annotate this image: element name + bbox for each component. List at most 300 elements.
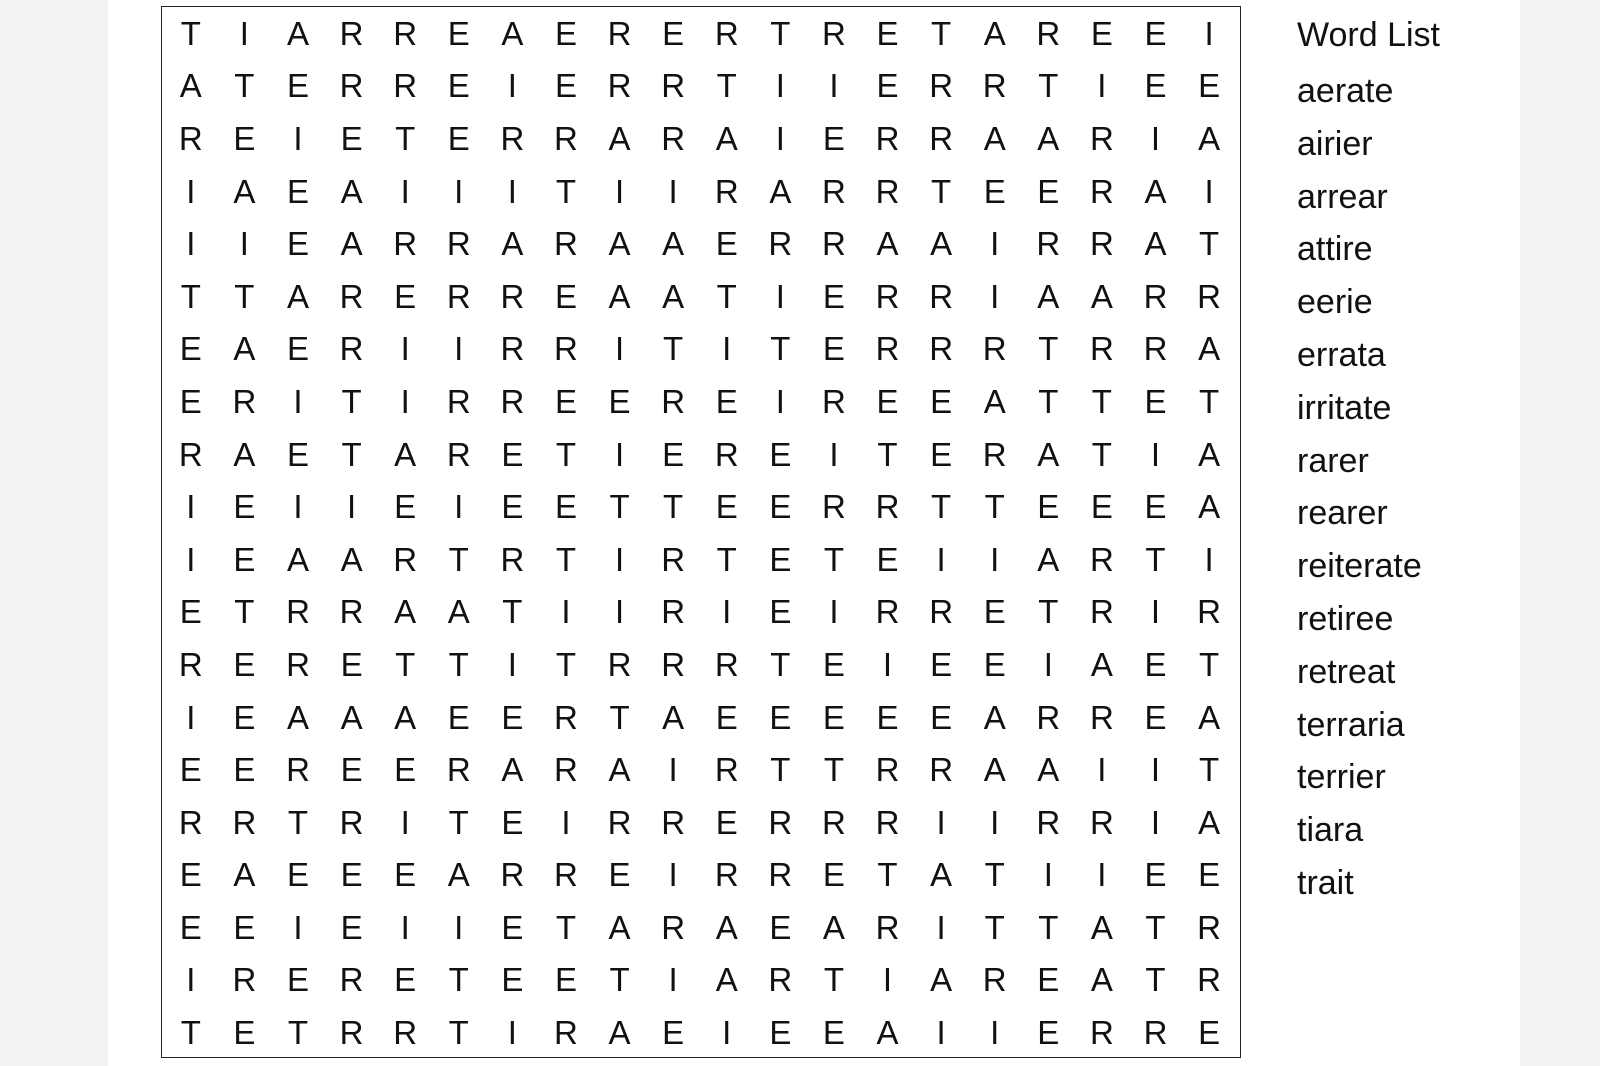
grid-letter[interactable]: E: [233, 119, 256, 157]
grid-letter[interactable]: E: [662, 1014, 685, 1052]
grid-letter[interactable]: R: [178, 119, 203, 157]
grid-letter[interactable]: I: [668, 856, 678, 894]
grid-letter[interactable]: I: [507, 67, 517, 105]
grid-letter[interactable]: I: [293, 488, 303, 526]
grid-letter[interactable]: E: [1198, 856, 1221, 894]
grid-letter[interactable]: A: [608, 119, 631, 157]
grid-letter[interactable]: I: [775, 277, 785, 315]
grid-letter[interactable]: A: [340, 172, 363, 210]
grid-letter[interactable]: T: [984, 856, 1005, 894]
grid-letter[interactable]: A: [340, 225, 363, 263]
grid-letter[interactable]: A: [340, 540, 363, 578]
grid-letter[interactable]: A: [983, 382, 1006, 420]
grid-letter[interactable]: T: [555, 172, 577, 210]
grid-letter[interactable]: R: [1197, 593, 1221, 631]
grid-letter[interactable]: T: [1038, 593, 1059, 631]
grid-letter[interactable]: R: [1197, 961, 1221, 999]
grid-letter[interactable]: A: [769, 172, 792, 210]
grid-letter[interactable]: A: [608, 225, 631, 263]
grid-letter[interactable]: A: [930, 961, 953, 999]
grid-letter[interactable]: T: [770, 330, 791, 368]
grid-letter[interactable]: T: [609, 961, 630, 999]
grid-letter[interactable]: I: [722, 1014, 732, 1052]
grid-letter[interactable]: I: [722, 330, 732, 368]
grid-letter[interactable]: E: [1144, 14, 1167, 52]
grid-letter[interactable]: R: [661, 593, 686, 631]
grid-letter[interactable]: T: [180, 1014, 201, 1052]
grid-letter[interactable]: T: [609, 698, 630, 736]
grid-letter[interactable]: T: [823, 540, 844, 578]
grid-letter[interactable]: R: [929, 330, 954, 368]
grid-letter[interactable]: E: [447, 67, 470, 105]
grid-letter[interactable]: R: [607, 67, 632, 105]
grid-letter[interactable]: I: [1097, 67, 1107, 105]
grid-letter[interactable]: A: [286, 540, 309, 578]
grid-letter[interactable]: A: [983, 119, 1006, 157]
grid-letter[interactable]: R: [1197, 277, 1221, 315]
grid-letter[interactable]: I: [507, 1014, 517, 1052]
grid-letter[interactable]: E: [233, 908, 256, 946]
grid-letter[interactable]: E: [501, 961, 524, 999]
grid-letter[interactable]: R: [1197, 908, 1221, 946]
grid-letter[interactable]: E: [822, 330, 845, 368]
grid-letter[interactable]: I: [186, 540, 196, 578]
grid-letter[interactable]: E: [769, 908, 792, 946]
grid-letter[interactable]: E: [1198, 1014, 1221, 1052]
grid-letter[interactable]: A: [822, 908, 845, 946]
grid-letter[interactable]: I: [775, 119, 785, 157]
grid-letter[interactable]: R: [339, 1014, 364, 1052]
grid-letter[interactable]: I: [829, 435, 839, 473]
grid-letter[interactable]: T: [609, 488, 630, 526]
grid-letter[interactable]: T: [984, 908, 1005, 946]
grid-letter[interactable]: T: [1091, 382, 1112, 420]
grid-letter[interactable]: R: [286, 593, 310, 631]
grid-letter[interactable]: R: [661, 803, 686, 841]
grid-letter[interactable]: R: [768, 961, 793, 999]
grid-letter[interactable]: T: [234, 593, 255, 631]
grid-letter[interactable]: E: [1037, 488, 1060, 526]
grid-letter[interactable]: I: [239, 14, 249, 52]
grid-letter[interactable]: E: [769, 593, 792, 631]
grid-letter[interactable]: I: [1204, 14, 1214, 52]
grid-letter[interactable]: T: [287, 803, 309, 841]
grid-letter[interactable]: R: [822, 488, 846, 526]
grid-letter[interactable]: I: [454, 488, 464, 526]
grid-letter[interactable]: I: [1043, 856, 1053, 894]
grid-letter[interactable]: R: [822, 14, 846, 52]
grid-letter[interactable]: R: [768, 225, 793, 263]
grid-letter[interactable]: R: [822, 803, 846, 841]
grid-letter[interactable]: T: [716, 67, 737, 105]
grid-letter[interactable]: E: [1037, 961, 1060, 999]
grid-letter[interactable]: E: [394, 488, 417, 526]
grid-letter[interactable]: R: [1143, 1014, 1168, 1052]
grid-letter[interactable]: R: [500, 382, 525, 420]
grid-letter[interactable]: I: [614, 593, 625, 631]
grid-letter[interactable]: E: [876, 14, 899, 52]
grid-letter[interactable]: R: [822, 172, 846, 210]
grid-letter[interactable]: E: [447, 119, 470, 157]
grid-letter[interactable]: T: [341, 435, 362, 473]
grid-letter[interactable]: A: [1198, 488, 1221, 526]
grid-letter[interactable]: A: [233, 330, 256, 368]
grid-letter[interactable]: E: [822, 119, 845, 157]
grid-letter[interactable]: A: [608, 751, 631, 789]
grid-letter[interactable]: R: [554, 856, 578, 894]
grid-letter[interactable]: R: [1089, 593, 1114, 631]
grid-letter[interactable]: E: [1144, 698, 1167, 736]
grid-letter[interactable]: R: [339, 277, 364, 315]
grid-letter[interactable]: R: [929, 277, 954, 315]
grid-letter[interactable]: A: [286, 14, 309, 52]
grid-letter[interactable]: R: [982, 330, 1007, 368]
grid-letter[interactable]: R: [1036, 698, 1061, 736]
grid-letter[interactable]: A: [608, 1014, 631, 1052]
grid-letter[interactable]: I: [829, 67, 839, 105]
grid-letter[interactable]: R: [554, 225, 578, 263]
grid-letter[interactable]: A: [715, 119, 738, 157]
grid-letter[interactable]: I: [507, 645, 517, 683]
grid-letter[interactable]: E: [179, 751, 202, 789]
grid-letter[interactable]: A: [1144, 172, 1167, 210]
grid-letter[interactable]: R: [607, 803, 632, 841]
grid-letter[interactable]: T: [448, 803, 469, 841]
grid-letter[interactable]: T: [1038, 908, 1059, 946]
grid-letter[interactable]: I: [346, 488, 357, 526]
grid-letter[interactable]: E: [286, 67, 309, 105]
grid-letter[interactable]: I: [829, 593, 839, 631]
grid-letter[interactable]: A: [1198, 698, 1221, 736]
grid-letter[interactable]: T: [234, 67, 255, 105]
grid-letter[interactable]: A: [1198, 435, 1221, 473]
grid-letter[interactable]: T: [1198, 751, 1220, 789]
grid-letter[interactable]: T: [180, 14, 201, 52]
grid-letter[interactable]: I: [775, 67, 785, 105]
grid-letter[interactable]: R: [446, 435, 471, 473]
grid-letter[interactable]: A: [1037, 435, 1060, 473]
grid-letter[interactable]: T: [1145, 908, 1166, 946]
grid-letter[interactable]: E: [1144, 488, 1167, 526]
grid-letter[interactable]: R: [661, 119, 686, 157]
grid-letter[interactable]: E: [286, 172, 309, 210]
grid-letter[interactable]: E: [340, 119, 363, 157]
grid-letter[interactable]: E: [233, 645, 256, 683]
grid-letter[interactable]: E: [1144, 382, 1167, 420]
grid-letter[interactable]: A: [1090, 277, 1113, 315]
grid-letter[interactable]: I: [990, 540, 1000, 578]
grid-letter[interactable]: R: [554, 330, 578, 368]
grid-letter[interactable]: E: [394, 961, 417, 999]
grid-letter[interactable]: A: [1198, 330, 1221, 368]
grid-letter[interactable]: E: [715, 488, 738, 526]
grid-letter[interactable]: I: [936, 1014, 946, 1052]
grid-letter[interactable]: I: [186, 961, 196, 999]
grid-letter[interactable]: T: [555, 645, 577, 683]
grid-letter[interactable]: A: [1037, 540, 1060, 578]
grid-letter[interactable]: A: [394, 593, 417, 631]
grid-letter[interactable]: R: [1089, 803, 1114, 841]
grid-letter[interactable]: R: [875, 330, 900, 368]
grid-letter[interactable]: I: [1097, 856, 1107, 894]
grid-letter[interactable]: T: [1038, 67, 1059, 105]
grid-letter[interactable]: I: [775, 382, 785, 420]
grid-letter[interactable]: E: [1037, 172, 1060, 210]
grid-letter[interactable]: A: [1037, 751, 1060, 789]
grid-letter[interactable]: R: [232, 803, 257, 841]
grid-letter[interactable]: I: [1150, 435, 1161, 473]
grid-letter[interactable]: E: [554, 277, 577, 315]
grid-letter[interactable]: A: [447, 856, 470, 894]
grid-letter[interactable]: E: [822, 645, 845, 683]
grid-letter[interactable]: R: [1036, 803, 1061, 841]
grid-letter[interactable]: E: [233, 698, 256, 736]
grid-letter[interactable]: R: [929, 751, 954, 789]
grid-letter[interactable]: T: [448, 645, 469, 683]
grid-letter[interactable]: T: [1038, 382, 1059, 420]
grid-letter[interactable]: E: [501, 908, 524, 946]
grid-letter[interactable]: E: [501, 803, 524, 841]
grid-letter[interactable]: T: [1145, 540, 1166, 578]
grid-letter[interactable]: E: [179, 856, 202, 894]
grid-letter[interactable]: R: [1089, 225, 1114, 263]
grid-letter[interactable]: R: [768, 856, 793, 894]
grid-letter[interactable]: A: [394, 435, 417, 473]
grid-letter[interactable]: T: [1145, 961, 1166, 999]
grid-letter[interactable]: I: [614, 435, 625, 473]
grid-letter[interactable]: E: [233, 751, 256, 789]
grid-letter[interactable]: A: [1198, 119, 1221, 157]
grid-letter[interactable]: E: [715, 803, 738, 841]
grid-letter[interactable]: I: [293, 119, 303, 157]
grid-letter[interactable]: R: [339, 330, 364, 368]
grid-letter[interactable]: R: [339, 14, 364, 52]
grid-letter[interactable]: T: [1198, 645, 1220, 683]
grid-letter[interactable]: R: [875, 803, 900, 841]
grid-letter[interactable]: E: [179, 330, 202, 368]
grid-letter[interactable]: R: [286, 751, 310, 789]
grid-letter[interactable]: R: [500, 540, 525, 578]
grid-letter[interactable]: R: [1143, 277, 1168, 315]
grid-letter[interactable]: I: [722, 593, 732, 631]
grid-letter[interactable]: R: [1089, 119, 1114, 157]
grid-letter[interactable]: R: [446, 751, 471, 789]
grid-letter[interactable]: I: [614, 540, 625, 578]
grid-letter[interactable]: R: [875, 119, 900, 157]
grid-letter[interactable]: I: [561, 803, 571, 841]
grid-letter[interactable]: T: [395, 119, 416, 157]
grid-letter[interactable]: R: [929, 67, 954, 105]
grid-letter[interactable]: I: [1204, 172, 1214, 210]
grid-letter[interactable]: I: [186, 698, 196, 736]
grid-letter[interactable]: E: [608, 856, 631, 894]
grid-letter[interactable]: I: [1150, 751, 1161, 789]
grid-letter[interactable]: E: [554, 961, 577, 999]
grid-letter[interactable]: T: [1038, 330, 1059, 368]
grid-letter[interactable]: I: [293, 908, 303, 946]
grid-letter[interactable]: E: [876, 67, 899, 105]
grid-letter[interactable]: E: [983, 645, 1006, 683]
grid-letter[interactable]: I: [400, 382, 410, 420]
grid-letter[interactable]: E: [930, 698, 953, 736]
grid-letter[interactable]: I: [990, 225, 1000, 263]
grid-letter[interactable]: I: [507, 172, 517, 210]
grid-letter[interactable]: E: [447, 698, 470, 736]
grid-letter[interactable]: E: [340, 751, 363, 789]
grid-letter[interactable]: I: [990, 277, 1000, 315]
grid-letter[interactable]: T: [770, 751, 791, 789]
grid-letter[interactable]: A: [930, 225, 953, 263]
grid-letter[interactable]: T: [823, 961, 844, 999]
grid-letter[interactable]: A: [715, 961, 738, 999]
grid-letter[interactable]: R: [875, 488, 900, 526]
grid-letter[interactable]: E: [447, 14, 470, 52]
grid-letter[interactable]: R: [714, 14, 739, 52]
grid-letter[interactable]: A: [286, 698, 309, 736]
grid-letter[interactable]: R: [929, 593, 954, 631]
grid-letter[interactable]: I: [1043, 645, 1053, 683]
grid-letter[interactable]: T: [770, 14, 791, 52]
grid-letter[interactable]: T: [716, 277, 737, 315]
grid-letter[interactable]: E: [662, 14, 685, 52]
grid-letter[interactable]: R: [286, 645, 310, 683]
grid-letter[interactable]: I: [614, 172, 625, 210]
grid-letter[interactable]: T: [1198, 382, 1220, 420]
grid-letter[interactable]: A: [983, 698, 1006, 736]
grid-letter[interactable]: E: [501, 488, 524, 526]
grid-letter[interactable]: R: [714, 172, 739, 210]
grid-letter[interactable]: R: [982, 435, 1007, 473]
grid-letter[interactable]: R: [714, 645, 739, 683]
grid-letter[interactable]: I: [1150, 803, 1161, 841]
grid-letter[interactable]: E: [715, 698, 738, 736]
grid-letter[interactable]: R: [554, 119, 578, 157]
grid-letter[interactable]: I: [1150, 119, 1161, 157]
grid-letter[interactable]: T: [770, 645, 791, 683]
grid-letter[interactable]: E: [930, 382, 953, 420]
grid-letter[interactable]: I: [936, 908, 946, 946]
grid-letter[interactable]: T: [931, 14, 952, 52]
letter-grid[interactable]: [161, 6, 1241, 1058]
grid-letter[interactable]: R: [500, 330, 525, 368]
grid-letter[interactable]: A: [662, 277, 685, 315]
grid-letter[interactable]: R: [875, 593, 900, 631]
grid-letter[interactable]: I: [239, 225, 249, 263]
grid-letter[interactable]: E: [1144, 645, 1167, 683]
grid-letter[interactable]: I: [990, 803, 1000, 841]
grid-letter[interactable]: R: [393, 540, 418, 578]
grid-letter[interactable]: R: [232, 961, 257, 999]
grid-letter[interactable]: E: [394, 856, 417, 894]
grid-letter[interactable]: E: [233, 488, 256, 526]
grid-letter[interactable]: E: [930, 435, 953, 473]
grid-letter[interactable]: A: [1090, 645, 1113, 683]
grid-letter[interactable]: E: [769, 1014, 792, 1052]
grid-letter[interactable]: R: [1089, 540, 1114, 578]
grid-letter[interactable]: E: [286, 856, 309, 894]
grid-letter[interactable]: R: [607, 14, 632, 52]
grid-letter[interactable]: E: [769, 488, 792, 526]
grid-letter[interactable]: I: [454, 172, 464, 210]
grid-letter[interactable]: T: [555, 540, 577, 578]
grid-letter[interactable]: T: [555, 908, 577, 946]
grid-letter[interactable]: E: [340, 908, 363, 946]
grid-letter[interactable]: E: [983, 593, 1006, 631]
grid-letter[interactable]: R: [339, 961, 364, 999]
grid-letter[interactable]: I: [186, 172, 196, 210]
grid-letter[interactable]: A: [1037, 277, 1060, 315]
grid-letter[interactable]: T: [663, 488, 684, 526]
grid-letter[interactable]: A: [876, 225, 899, 263]
grid-letter[interactable]: A: [930, 856, 953, 894]
grid-letter[interactable]: E: [1144, 856, 1167, 894]
grid-letter[interactable]: R: [178, 645, 203, 683]
grid-letter[interactable]: A: [233, 172, 256, 210]
grid-letter[interactable]: R: [446, 225, 471, 263]
grid-letter[interactable]: A: [233, 435, 256, 473]
grid-letter[interactable]: I: [454, 330, 464, 368]
grid-letter[interactable]: A: [179, 67, 202, 105]
grid-letter[interactable]: T: [502, 593, 523, 631]
grid-letter[interactable]: E: [286, 961, 309, 999]
grid-letter[interactable]: R: [1036, 225, 1061, 263]
grid-letter[interactable]: A: [1090, 908, 1113, 946]
grid-letter[interactable]: E: [501, 435, 524, 473]
grid-letter[interactable]: R: [446, 277, 471, 315]
grid-letter[interactable]: R: [339, 67, 364, 105]
grid-letter[interactable]: R: [1143, 330, 1168, 368]
grid-letter[interactable]: R: [500, 277, 525, 315]
grid-letter[interactable]: I: [561, 593, 571, 631]
grid-letter[interactable]: T: [823, 751, 844, 789]
grid-letter[interactable]: A: [1198, 803, 1221, 841]
grid-letter[interactable]: R: [661, 67, 686, 105]
grid-letter[interactable]: I: [990, 1014, 1000, 1052]
grid-letter[interactable]: E: [1144, 67, 1167, 105]
grid-letter[interactable]: T: [234, 277, 255, 315]
grid-letter[interactable]: E: [286, 330, 309, 368]
grid-letter[interactable]: R: [178, 435, 203, 473]
grid-letter[interactable]: E: [286, 435, 309, 473]
grid-letter[interactable]: A: [394, 698, 417, 736]
grid-letter[interactable]: E: [1090, 488, 1113, 526]
grid-letter[interactable]: R: [661, 908, 686, 946]
grid-letter[interactable]: T: [287, 1014, 309, 1052]
grid-letter[interactable]: E: [930, 645, 953, 683]
grid-letter[interactable]: I: [668, 751, 678, 789]
grid-letter[interactable]: I: [186, 488, 196, 526]
grid-letter[interactable]: T: [877, 856, 898, 894]
grid-letter[interactable]: R: [554, 1014, 578, 1052]
grid-letter[interactable]: A: [340, 698, 363, 736]
grid-letter[interactable]: E: [822, 698, 845, 736]
grid-letter[interactable]: I: [1097, 751, 1107, 789]
grid-letter[interactable]: R: [875, 172, 900, 210]
grid-letter[interactable]: T: [448, 1014, 469, 1052]
grid-letter[interactable]: R: [661, 382, 686, 420]
grid-letter[interactable]: R: [875, 277, 900, 315]
grid-letter[interactable]: I: [614, 330, 625, 368]
grid-letter[interactable]: A: [501, 751, 524, 789]
grid-letter[interactable]: R: [339, 593, 364, 631]
grid-letter[interactable]: E: [179, 382, 202, 420]
grid-letter[interactable]: I: [936, 540, 946, 578]
grid-letter[interactable]: I: [400, 908, 410, 946]
grid-letter[interactable]: E: [179, 908, 202, 946]
grid-letter[interactable]: E: [554, 488, 577, 526]
grid-letter[interactable]: R: [875, 751, 900, 789]
grid-letter[interactable]: T: [1198, 225, 1220, 263]
